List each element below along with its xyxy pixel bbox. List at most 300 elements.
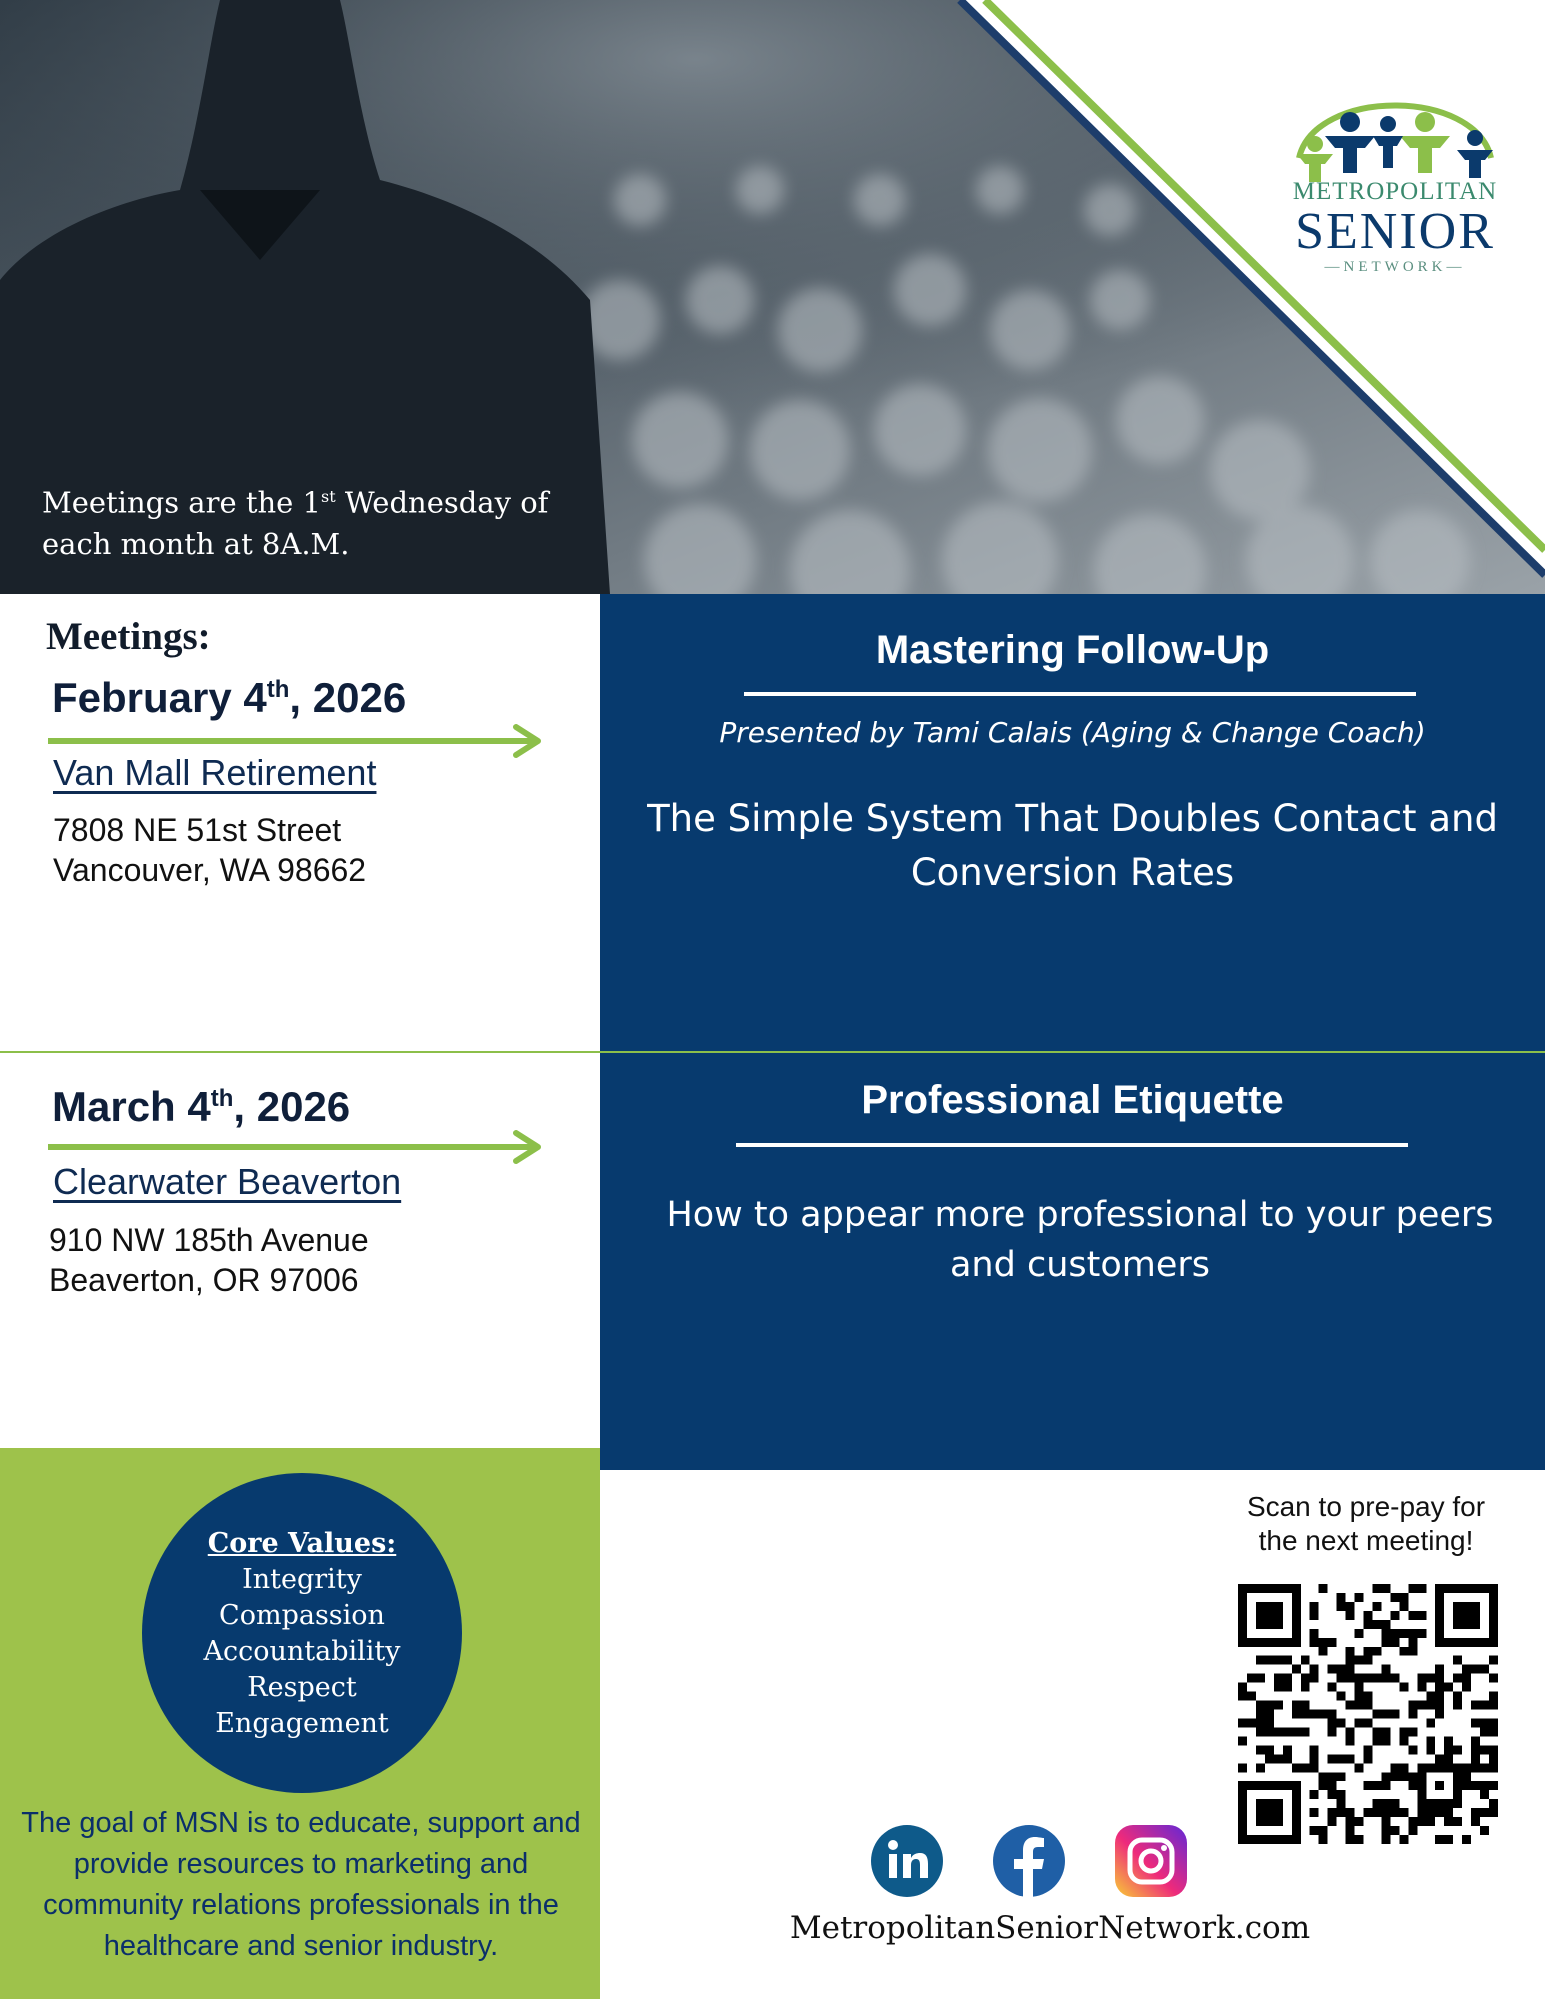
qr-module: [1319, 1647, 1328, 1656]
qr-module: [1435, 1710, 1444, 1719]
qr-module: [1265, 1701, 1274, 1710]
qr-module: [1328, 1665, 1337, 1674]
qr-module: [1435, 1754, 1444, 1763]
talk-title-1-rule: [744, 692, 1416, 696]
qr-module: [1372, 1781, 1381, 1790]
qr-module: [1337, 1718, 1346, 1727]
meeting-date-2-prefix: March 4: [52, 1083, 211, 1130]
qr-module: [1408, 1611, 1417, 1620]
meeting-schedule-sup: st: [320, 487, 336, 506]
qr-module: [1435, 1665, 1444, 1674]
qr-module: [1426, 1736, 1435, 1745]
qr-module: [1310, 1790, 1319, 1799]
qr-module: [1238, 1736, 1247, 1745]
qr-module: [1471, 1808, 1480, 1817]
qr-module: [1372, 1620, 1381, 1629]
qr-module: [1355, 1683, 1364, 1692]
qr-module: [1462, 1683, 1471, 1692]
qr-module: [1435, 1808, 1444, 1817]
qr-module: [1283, 1656, 1292, 1665]
qr-module: [1337, 1790, 1346, 1799]
qr-module: [1301, 1763, 1310, 1772]
qr-module: [1274, 1727, 1283, 1736]
qr-module: [1372, 1584, 1381, 1593]
qr-module: [1364, 1701, 1373, 1710]
qr-module: [1381, 1727, 1390, 1736]
qr-module: [1337, 1772, 1346, 1781]
venue-address-2: [49, 1220, 369, 1300]
qr-module: [1283, 1745, 1292, 1754]
qr-module: [1328, 1683, 1337, 1692]
qr-module: [1471, 1718, 1480, 1727]
meeting-date-2: [52, 1083, 350, 1131]
qr-module: [1372, 1647, 1381, 1656]
qr-module: [1319, 1710, 1328, 1719]
logo-word-network: —NETWORK—: [1324, 259, 1466, 275]
qr-module: [1480, 1826, 1489, 1835]
qr-module: [1265, 1656, 1274, 1665]
meeting-date-1-sup: th: [266, 676, 290, 703]
qr-module: [1399, 1727, 1408, 1736]
qr-module: [1381, 1665, 1390, 1674]
qr-module: [1319, 1781, 1328, 1790]
qr-module: [1381, 1620, 1390, 1629]
qr-module: [1480, 1727, 1489, 1736]
qr-module: [1480, 1781, 1489, 1790]
qr-module: [1390, 1710, 1399, 1719]
qr-module: [1381, 1629, 1390, 1638]
qr-module: [1265, 1718, 1274, 1727]
qr-module: [1247, 1674, 1256, 1683]
qr-module: [1337, 1754, 1346, 1763]
qr-module: [1480, 1808, 1489, 1817]
qr-module: [1310, 1602, 1319, 1611]
qr-module: [1453, 1745, 1462, 1754]
qr-module: [1256, 1745, 1265, 1754]
qr-module: [1256, 1710, 1265, 1719]
qr-module: [1489, 1799, 1498, 1808]
qr-module: [1435, 1674, 1444, 1683]
qr-module: [1310, 1808, 1319, 1817]
core-value-item: Engagement: [215, 1708, 389, 1739]
qr-module: [1328, 1710, 1337, 1719]
qr-module: [1480, 1718, 1489, 1727]
qr-module: [1426, 1692, 1435, 1701]
qr-module: [1283, 1674, 1292, 1683]
qr-module: [1489, 1727, 1498, 1736]
qr-module: [1328, 1718, 1337, 1727]
qr-module: [1346, 1647, 1355, 1656]
qr-module: [1435, 1781, 1444, 1790]
qr-module: [1328, 1790, 1337, 1799]
qr-module: [1381, 1799, 1390, 1808]
qr-module: [1471, 1781, 1480, 1790]
qr-module: [1390, 1611, 1399, 1620]
qr-module: [1462, 1772, 1471, 1781]
qr-module: [1256, 1727, 1265, 1736]
qr-module: [1399, 1835, 1408, 1844]
qr-module: [1364, 1620, 1373, 1629]
qr-module: [1399, 1629, 1408, 1638]
qr-module: [1489, 1692, 1498, 1701]
talk-description-1: The Simple System That Doubles Contact and Conversion Rates: [647, 797, 1498, 894]
qr-module: [1265, 1754, 1274, 1763]
qr-module: [1328, 1638, 1337, 1647]
meetings-label: Meetings:: [46, 615, 211, 658]
meeting-schedule-line2: each month at 8A.M.: [42, 526, 350, 561]
qr-module: [1408, 1781, 1417, 1790]
logo-word-metropolitan: METROPOLITAN: [1292, 178, 1498, 205]
qr-module: [1301, 1656, 1310, 1665]
qr-module: [1399, 1763, 1408, 1772]
qr-module: [1346, 1754, 1355, 1763]
qr-module: [1238, 1763, 1247, 1772]
qr-module: [1489, 1701, 1498, 1710]
qr-module: [1426, 1674, 1435, 1683]
qr-module: [1355, 1656, 1364, 1665]
qr-module: [1489, 1745, 1498, 1754]
qr-module: [1310, 1611, 1319, 1620]
talk-title-2-rule: [736, 1143, 1408, 1147]
qr-module: [1444, 1808, 1453, 1817]
qr-module: [1381, 1835, 1390, 1844]
qr-module: [1489, 1754, 1498, 1763]
qr-module: [1319, 1584, 1328, 1593]
qr-module: [1283, 1683, 1292, 1692]
qr-module: [1390, 1763, 1399, 1772]
qr-module: [1310, 1745, 1319, 1754]
meeting-schedule-rest: Wednesday of: [335, 485, 549, 520]
qr-module: [1408, 1727, 1417, 1736]
core-value-item: Compassion: [219, 1600, 385, 1631]
qr-module: [1328, 1754, 1337, 1763]
qr-module: [1399, 1647, 1408, 1656]
qr-module: [1328, 1781, 1337, 1790]
qr-module: [1256, 1701, 1265, 1710]
qr-module: [1364, 1656, 1373, 1665]
qr-module: [1426, 1808, 1435, 1817]
qr-module: [1408, 1638, 1417, 1647]
qr-module: [1408, 1817, 1417, 1826]
qr-module: [1256, 1674, 1265, 1683]
qr-module: [1310, 1665, 1319, 1674]
qr-module: [1390, 1772, 1399, 1781]
qr-module: [1292, 1665, 1301, 1674]
qr-module: [1381, 1817, 1390, 1826]
qr-module: [1310, 1763, 1319, 1772]
qr-module: [1462, 1835, 1471, 1844]
qr-module: [1337, 1602, 1346, 1611]
qr-module: [1480, 1790, 1489, 1799]
website-link[interactable]: MetropolitanSeniorNetwork.com: [789, 1910, 1311, 1946]
qr-module: [1364, 1754, 1373, 1763]
qr-module: [1408, 1772, 1417, 1781]
qr-module: [1417, 1701, 1426, 1710]
qr-module: [1301, 1710, 1310, 1719]
qr-module: [1390, 1799, 1399, 1808]
qr-module: [1355, 1701, 1364, 1710]
qr-module: [1417, 1817, 1426, 1826]
qr-module: [1301, 1727, 1310, 1736]
qr-module: [1364, 1611, 1373, 1620]
meeting-date-1-prefix: February 4: [52, 674, 267, 721]
qr-module: [1453, 1701, 1462, 1710]
scan-instructions: Scan to pre-pay for the next meeting!: [1246, 1491, 1486, 1556]
qr-module: [1355, 1629, 1364, 1638]
qr-module: [1390, 1629, 1399, 1638]
qr-module: [1381, 1638, 1390, 1647]
qr-module: [1417, 1808, 1426, 1817]
qr-module: [1364, 1718, 1373, 1727]
qr-module: [1238, 1683, 1247, 1692]
venue-link-1[interactable]: Van Mall Retirement: [53, 752, 377, 793]
qr-module: [1489, 1808, 1498, 1817]
qr-module: [1247, 1718, 1256, 1727]
qr-module: [1283, 1754, 1292, 1763]
qr-module: [1444, 1817, 1453, 1826]
talk-title-2: Professional Etiquette: [861, 1078, 1284, 1122]
qr-module: [1283, 1727, 1292, 1736]
address-2-line1: 910 NW 185th Avenue: [49, 1222, 369, 1258]
address-2-line2: Beaverton, OR 97006: [49, 1262, 359, 1298]
talk-description-2: How to appear more professional to your peers and customers: [666, 1195, 1494, 1285]
venue-address-1: [53, 810, 366, 890]
qr-module: [1408, 1701, 1417, 1710]
qr-module: [1265, 1727, 1274, 1736]
qr-module: [1480, 1701, 1489, 1710]
qr-module: [1426, 1817, 1435, 1826]
qr-module: [1426, 1718, 1435, 1727]
qr-module: [1346, 1611, 1355, 1620]
qr-module: [1462, 1781, 1471, 1790]
core-values-heading: Core Values:: [207, 1528, 397, 1559]
meeting-schedule-prefix: Meetings are the 1: [42, 485, 321, 520]
qr-module: [1346, 1736, 1355, 1745]
qr-module: [1355, 1692, 1364, 1701]
qr-module: [1337, 1799, 1346, 1808]
qr-module: [1417, 1683, 1426, 1692]
qr-module: [1274, 1674, 1283, 1683]
qr-module: [1408, 1629, 1417, 1638]
qr-module: [1355, 1593, 1364, 1602]
qr-module: [1346, 1808, 1355, 1817]
meeting-date-2-suffix: , 2026: [233, 1083, 351, 1130]
qr-module: [1310, 1826, 1319, 1835]
qr-module: [1390, 1808, 1399, 1817]
qr-module: [1355, 1817, 1364, 1826]
qr-module: [1364, 1674, 1373, 1683]
qr-module: [1471, 1736, 1480, 1745]
qr-module: [1417, 1584, 1426, 1593]
qr-module: [1408, 1647, 1417, 1656]
qr-module: [1346, 1826, 1355, 1835]
qr-module: [1256, 1718, 1265, 1727]
qr-module: [1489, 1656, 1498, 1665]
meeting-date-1-suffix: , 2026: [289, 674, 407, 721]
qr-module: [1310, 1629, 1319, 1638]
qr-module: [1319, 1638, 1328, 1647]
talk-title-1: Mastering Follow-Up: [875, 628, 1270, 672]
qr-module: [1453, 1602, 1480, 1629]
qr-module: [1435, 1701, 1444, 1710]
qr-module: [1462, 1674, 1471, 1683]
qr-module: [1346, 1674, 1355, 1683]
qr-module: [1238, 1692, 1247, 1701]
qr-module: [1381, 1826, 1390, 1835]
logo-word-network-text: NETWORK: [1343, 259, 1447, 275]
qr-module: [1372, 1736, 1381, 1745]
qr-module: [1489, 1781, 1498, 1790]
qr-module: [1444, 1835, 1453, 1844]
qr-module: [1319, 1772, 1328, 1781]
qr-module: [1489, 1674, 1498, 1683]
qr-code[interactable]: [1238, 1584, 1498, 1844]
qr-module: [1399, 1736, 1408, 1745]
qr-module: [1435, 1835, 1444, 1844]
qr-module: [1372, 1602, 1381, 1611]
qr-module: [1417, 1629, 1426, 1638]
qr-module: [1462, 1763, 1471, 1772]
qr-module: [1256, 1602, 1283, 1629]
facebook-icon[interactable]: [992, 1824, 1066, 1898]
qr-module: [1426, 1701, 1435, 1710]
qr-module: [1381, 1772, 1390, 1781]
qr-module: [1372, 1727, 1381, 1736]
qr-module: [1364, 1781, 1373, 1790]
qr-module: [1310, 1710, 1319, 1719]
qr-module: [1444, 1736, 1453, 1745]
core-value-item: Accountability: [203, 1636, 401, 1667]
qr-module: [1337, 1808, 1346, 1817]
meeting-date-2-sup: th: [210, 1085, 234, 1112]
qr-module: [1399, 1593, 1408, 1602]
qr-module: [1489, 1718, 1498, 1727]
qr-module: [1301, 1683, 1310, 1692]
qr-module: [1372, 1674, 1381, 1683]
qr-module: [1471, 1665, 1480, 1674]
qr-module: [1372, 1808, 1381, 1817]
qr-module: [1390, 1638, 1399, 1647]
qr-module: [1381, 1674, 1390, 1683]
qr-module: [1417, 1611, 1426, 1620]
talk-presenter-1: Presented by Tami Calais (Aging & Change Coach): [719, 716, 1426, 749]
qr-module: [1462, 1665, 1471, 1674]
arrow-icon: [48, 1130, 548, 1164]
qr-module: [1381, 1808, 1390, 1817]
logo-word-senior: SENIOR: [1295, 203, 1495, 260]
qr-module: [1444, 1683, 1453, 1692]
qr-module: [1328, 1817, 1337, 1826]
qr-module: [1390, 1593, 1399, 1602]
qr-module: [1435, 1692, 1444, 1701]
qr-module: [1346, 1602, 1355, 1611]
qr-module: [1301, 1701, 1310, 1710]
qr-module: [1274, 1701, 1283, 1710]
qr-module: [1372, 1799, 1381, 1808]
qr-module: [1346, 1835, 1355, 1844]
qr-module: [1355, 1763, 1364, 1772]
qr-module: [1408, 1584, 1417, 1593]
qr-module: [1265, 1710, 1274, 1719]
qr-module: [1346, 1817, 1355, 1826]
qr-module: [1247, 1692, 1256, 1701]
qr-module: [1408, 1745, 1417, 1754]
qr-module: [1256, 1656, 1265, 1665]
qr-module: [1337, 1593, 1346, 1602]
address-1-line2: Vancouver, WA 98662: [53, 852, 367, 888]
qr-module: [1355, 1674, 1364, 1683]
qr-module: [1256, 1799, 1283, 1826]
core-values-list: [142, 1526, 462, 1742]
qr-module: [1274, 1754, 1283, 1763]
qr-module: [1337, 1692, 1346, 1701]
msn-logo: [1285, 78, 1505, 278]
qr-module: [1408, 1826, 1417, 1835]
qr-module: [1355, 1718, 1364, 1727]
qr-module: [1346, 1665, 1355, 1674]
qr-module: [1471, 1754, 1480, 1763]
venue-link-2[interactable]: Clearwater Beaverton: [53, 1161, 402, 1202]
qr-module: [1381, 1781, 1390, 1790]
core-value-item: Respect: [247, 1672, 357, 1703]
qr-module: [1471, 1763, 1480, 1772]
qr-module: [1399, 1772, 1408, 1781]
qr-module: [1399, 1808, 1408, 1817]
qr-module: [1292, 1727, 1301, 1736]
qr-module: [1337, 1674, 1346, 1683]
qr-module: [1292, 1710, 1301, 1719]
qr-module: [1408, 1710, 1417, 1719]
qr-module: [1337, 1665, 1346, 1674]
qr-module: [1480, 1745, 1489, 1754]
qr-module: [1364, 1745, 1373, 1754]
qr-module: [1453, 1674, 1462, 1683]
qr-module: [1328, 1808, 1337, 1817]
linkedin-icon[interactable]: [870, 1824, 944, 1898]
qr-module: [1453, 1817, 1462, 1826]
qr-module: [1399, 1602, 1408, 1611]
qr-module: [1399, 1683, 1408, 1692]
qr-module: [1417, 1674, 1426, 1683]
qr-module: [1355, 1835, 1364, 1844]
qr-module: [1381, 1736, 1390, 1745]
qr-module: [1346, 1656, 1355, 1665]
qr-module: [1444, 1754, 1453, 1763]
qr-module: [1310, 1638, 1319, 1647]
qr-module: [1346, 1727, 1355, 1736]
qr-module: [1346, 1701, 1355, 1710]
mission-statement: The goal of MSN is to educate, support and provide resources to marketing and community relations professionals in the healthcare and senior industry.: [21, 1807, 581, 1962]
meeting-date-1: [52, 674, 406, 722]
qr-module: [1319, 1835, 1328, 1844]
qr-module: [1453, 1692, 1462, 1701]
qr-module: [1292, 1763, 1301, 1772]
qr-module: [1364, 1647, 1373, 1656]
qr-module: [1444, 1745, 1453, 1754]
qr-module: [1328, 1727, 1337, 1736]
qr-module: [1435, 1683, 1444, 1692]
core-value-item: Integrity: [242, 1564, 362, 1595]
instagram-icon[interactable]: [1114, 1824, 1188, 1898]
qr-module: [1319, 1826, 1328, 1835]
qr-module: [1381, 1710, 1390, 1719]
qr-module: [1301, 1674, 1310, 1683]
qr-module: [1274, 1656, 1283, 1665]
qr-module: [1480, 1665, 1489, 1674]
qr-module: [1471, 1817, 1480, 1826]
qr-module: [1390, 1826, 1399, 1835]
qr-module: [1372, 1710, 1381, 1719]
